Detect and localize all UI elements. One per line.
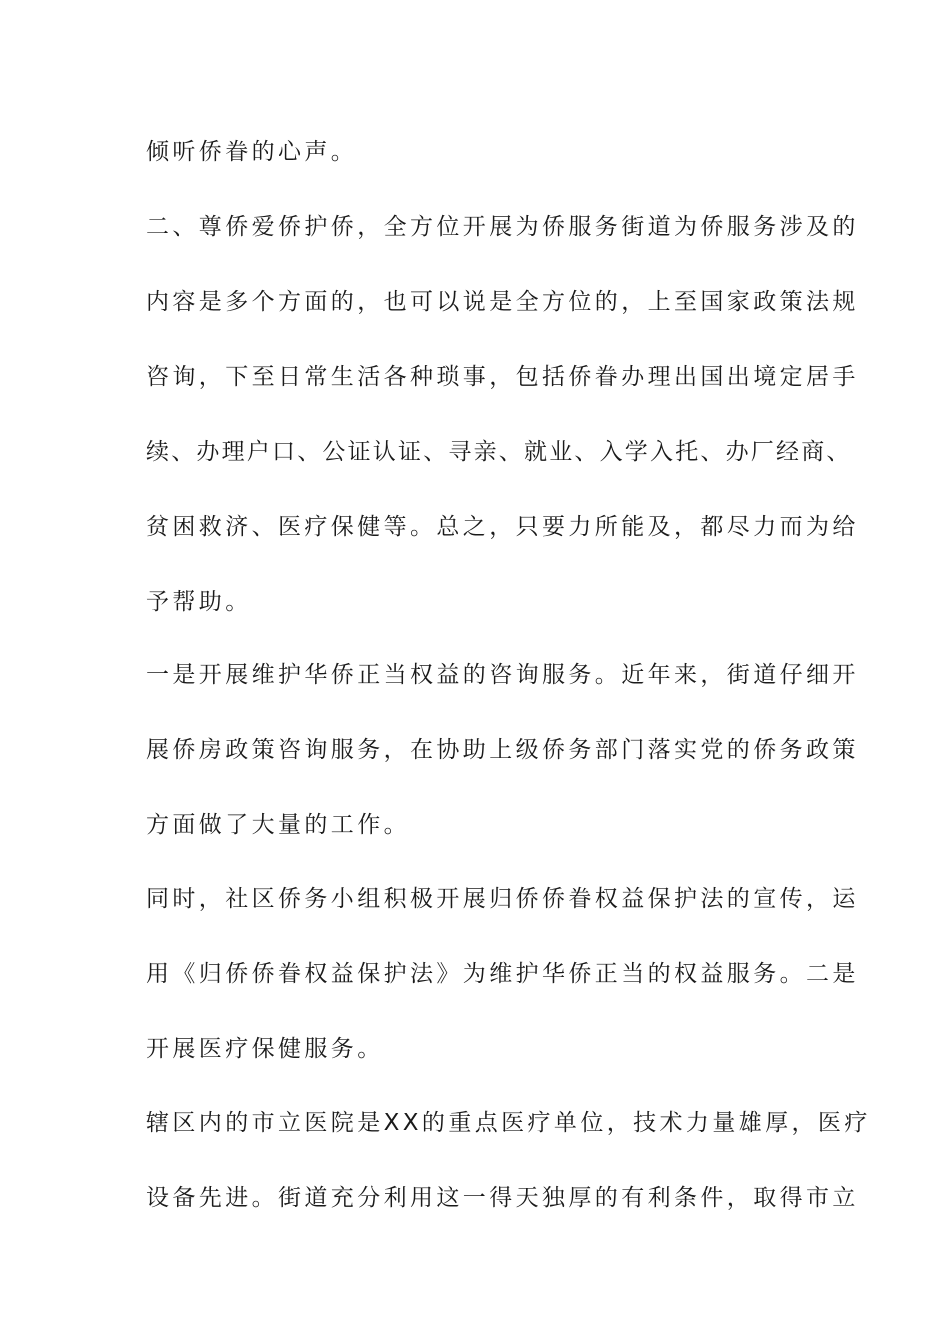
- text-line: 倾听侨眷的心声。: [146, 139, 358, 165]
- text-line: 用《归侨侨眷权益保护法》为维护华侨正当的权益服务。二是: [146, 961, 859, 987]
- text-line: 二、尊侨爱侨护侨，全方位开展为侨服务街道为侨服务涉及的: [146, 214, 859, 240]
- text-line: 续、办理户口、公证认证、寻亲、就业、入学入托、办厂经商、: [146, 439, 852, 465]
- text-line: 设备先进。街道充分利用这一得天独厚的有利条件，取得市立: [146, 1185, 859, 1211]
- text-line: 同时，社区侨务小组积极开展归侨侨眷权益保护法的宣传，运: [146, 886, 859, 912]
- text-line: 咨询，下至日常生活各种琐事，包括侨眷办理出国出境定居手: [146, 364, 859, 390]
- text-line: 展侨房政策咨询服务，在协助上级侨务部门落实党的侨务政策: [146, 737, 859, 763]
- text-line: 开展医疗保健服务。: [146, 1036, 384, 1062]
- text-line: 辖区内的市立医院是XX的重点医疗单位，技术力量雄厚，医疗: [146, 1110, 871, 1136]
- text-line: 方面做了大量的工作。: [146, 812, 410, 838]
- text-line: 贫困救济、医疗保健等。总之，只要力所能及，都尽力而为给: [146, 514, 859, 540]
- text-line: 予帮助。: [146, 589, 252, 615]
- text-line: 一是开展维护华侨正当权益的咨询服务。近年来，街道仔细开: [146, 662, 859, 688]
- text-line: 内容是多个方面的，也可以说是全方位的，上至国家政策法规: [146, 289, 859, 315]
